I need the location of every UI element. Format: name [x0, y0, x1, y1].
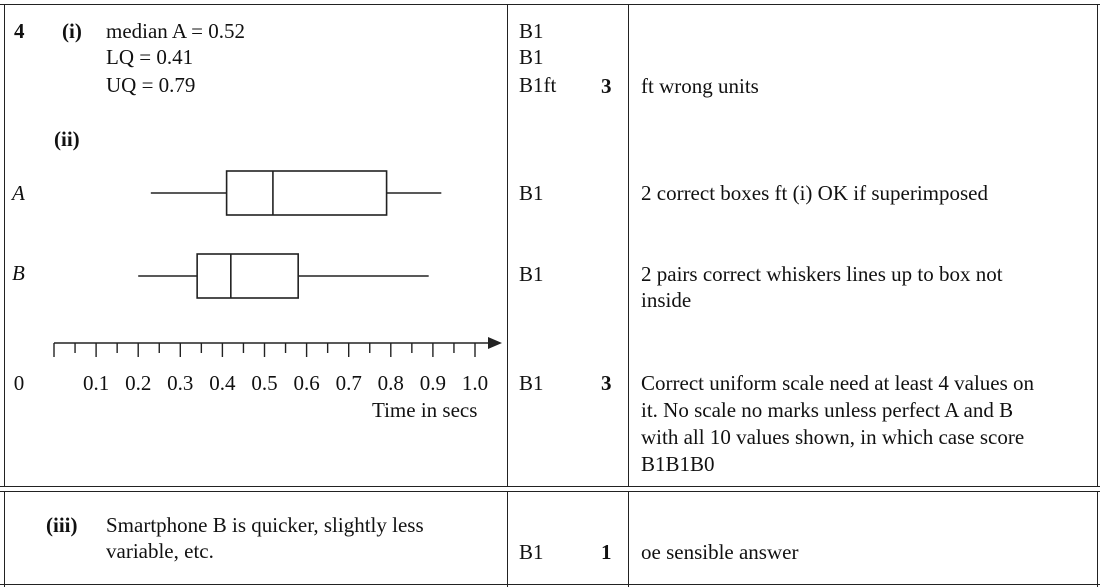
- guidance-ii-scale-2: it. No scale no marks unless perfect A and B: [641, 398, 1014, 422]
- lower-col-divider-marks: [507, 491, 508, 587]
- lq-line: LQ = 0.41: [106, 45, 194, 69]
- lower-left-border: [4, 491, 5, 587]
- part-iii-line1: Smartphone B is quicker, slightly less: [106, 513, 424, 537]
- guidance-ii-scale-1: Correct uniform scale need at least 4 values on: [641, 371, 1035, 395]
- box-plot-chart: [0, 0, 507, 440]
- table-bottom-border: [0, 584, 1100, 585]
- x-axis-arrow: [488, 337, 502, 349]
- row-b-label: B: [12, 261, 25, 285]
- part-iii-line2: variable, etc.: [106, 539, 214, 563]
- mark-i-3: B1ft: [519, 73, 557, 97]
- section-divider-2: [0, 491, 1100, 492]
- lower-right-border: [1097, 491, 1098, 587]
- question-number: 4: [14, 19, 25, 43]
- x-tick-label: 1.0: [461, 371, 489, 395]
- x-tick-label: 0.9: [419, 371, 447, 395]
- x-tick-label: 0.1: [82, 371, 110, 395]
- x-tick-label: 0.7: [335, 371, 362, 395]
- lower-col-divider-guidance: [628, 491, 629, 587]
- box-a: [227, 171, 387, 215]
- part-ii-label: (ii): [54, 127, 80, 151]
- section-divider-1: [0, 486, 1100, 487]
- x-tick-label: 0.4: [209, 371, 236, 395]
- mark-ii-scale: B1: [519, 371, 544, 395]
- guidance-ii-a: 2 correct boxes ft (i) OK if superimposed: [641, 181, 988, 205]
- box-b: [197, 254, 298, 298]
- uq-line: UQ = 0.79: [106, 73, 196, 97]
- x-tick-label: 0.3: [167, 371, 194, 395]
- total-i: 3: [601, 74, 612, 98]
- col-divider-guidance: [628, 4, 629, 486]
- guidance-ii-b-line2: inside: [641, 288, 692, 312]
- x-tick-label: 0.5: [251, 371, 278, 395]
- axis-label: Time in secs: [372, 398, 478, 422]
- x-tick-label: 0.6: [293, 371, 320, 395]
- guidance-i: ft wrong units: [641, 74, 759, 98]
- total-ii: 3: [601, 371, 612, 395]
- guidance-ii-scale-4: B1B1B0: [641, 452, 715, 476]
- row-a-label: A: [12, 181, 25, 205]
- part-iii-label: (iii): [46, 513, 78, 537]
- table-right-border: [1097, 4, 1098, 486]
- part-i-label: (i): [62, 19, 82, 43]
- guidance-ii-scale-3: with all 10 values shown, in which case score: [641, 425, 1025, 449]
- mark-i-1: B1: [519, 19, 544, 43]
- guidance-iii: oe sensible answer: [641, 540, 799, 564]
- total-iii: 1: [601, 540, 612, 564]
- mark-iii: B1: [519, 540, 544, 564]
- guidance-ii-b-line1: 2 pairs correct whiskers lines up to box not: [641, 262, 1003, 286]
- mark-ii-a: B1: [519, 181, 544, 205]
- median-a-line: median A = 0.52: [106, 19, 246, 43]
- x-tick-label: 0: [13, 371, 25, 395]
- x-tick-label: 0.8: [377, 371, 404, 395]
- mark-ii-b: B1: [519, 262, 544, 286]
- col-divider-marks: [507, 4, 508, 486]
- x-tick-label: 0.2: [125, 371, 152, 395]
- mark-i-2: B1: [519, 45, 544, 69]
